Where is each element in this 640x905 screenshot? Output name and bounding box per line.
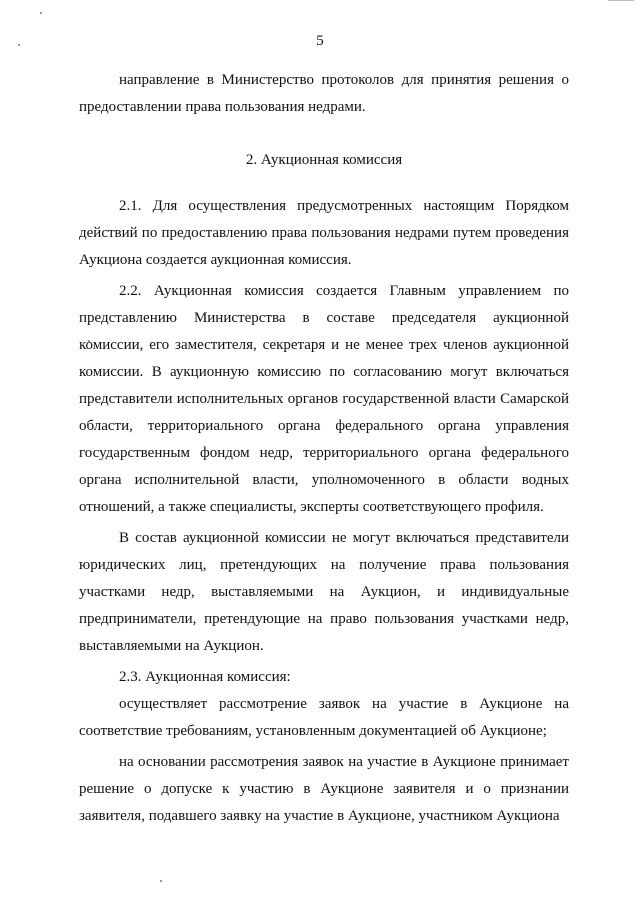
scan-speck bbox=[160, 880, 162, 882]
scan-speck bbox=[40, 12, 42, 14]
document-body bbox=[79, 67, 569, 830]
paragraph-admission-decision: на основании рассмотрения заявок на участие в Аукционе принимает решение о допуске к участию в Аукционе заявителя и о признании заявителя, подавшего заявку на участие в Аукционе, участником Аукциона bbox=[79, 754, 569, 824]
paragraph-2-2: 2.2. Аукционная комиссия создается Главным управлением по представлению Министерства в составе председателя аукционной комиссии, его заместителя, секретаря и не менее трех членов аукционной комиссии. В аукционную комиссию по согласованию могут включаться представители исполнительных органов государственной власти Самарской области, территориального органа федерального органа управления государственным фондом недр, территориального органа федерального органа исполнительной власти, уполномоченного в области водных отношений, а также специалисты, эксперты соответствующего профиля. bbox=[79, 283, 569, 515]
page-number: 5 bbox=[316, 33, 324, 49]
scan-corner-mark bbox=[608, 0, 634, 5]
intro-paragraph: направление в Министерство протоколов для принятия решения о предоставлении права пользования недрами. bbox=[79, 72, 569, 115]
section-title: 2. Аукционная комиссия bbox=[245, 152, 403, 168]
paragraph-composition-restrictions: В состав аукционной комиссии не могут включаться представители юридических лиц, претендующих на получение права пользования участками недр, выставляемыми на Аукцион, и индивидуальные предприниматели, претендующие на право пользования участками недр, выставляемыми на Аукцион. bbox=[79, 530, 569, 654]
paragraph-review-applications: осуществляет рассмотрение заявок на участие в Аукционе на соответствие требованиям, установленным документацией об Аукционе; bbox=[79, 696, 569, 739]
paragraph-2-1: 2.1. Для осуществления предусмотренных настоящим Порядком действий по предоставлению права пользования недрами путем проведения Аукциона создается аукционная комиссия. bbox=[79, 198, 569, 268]
paragraph-2-3: 2.3. Аукционная комиссия: bbox=[119, 669, 291, 685]
